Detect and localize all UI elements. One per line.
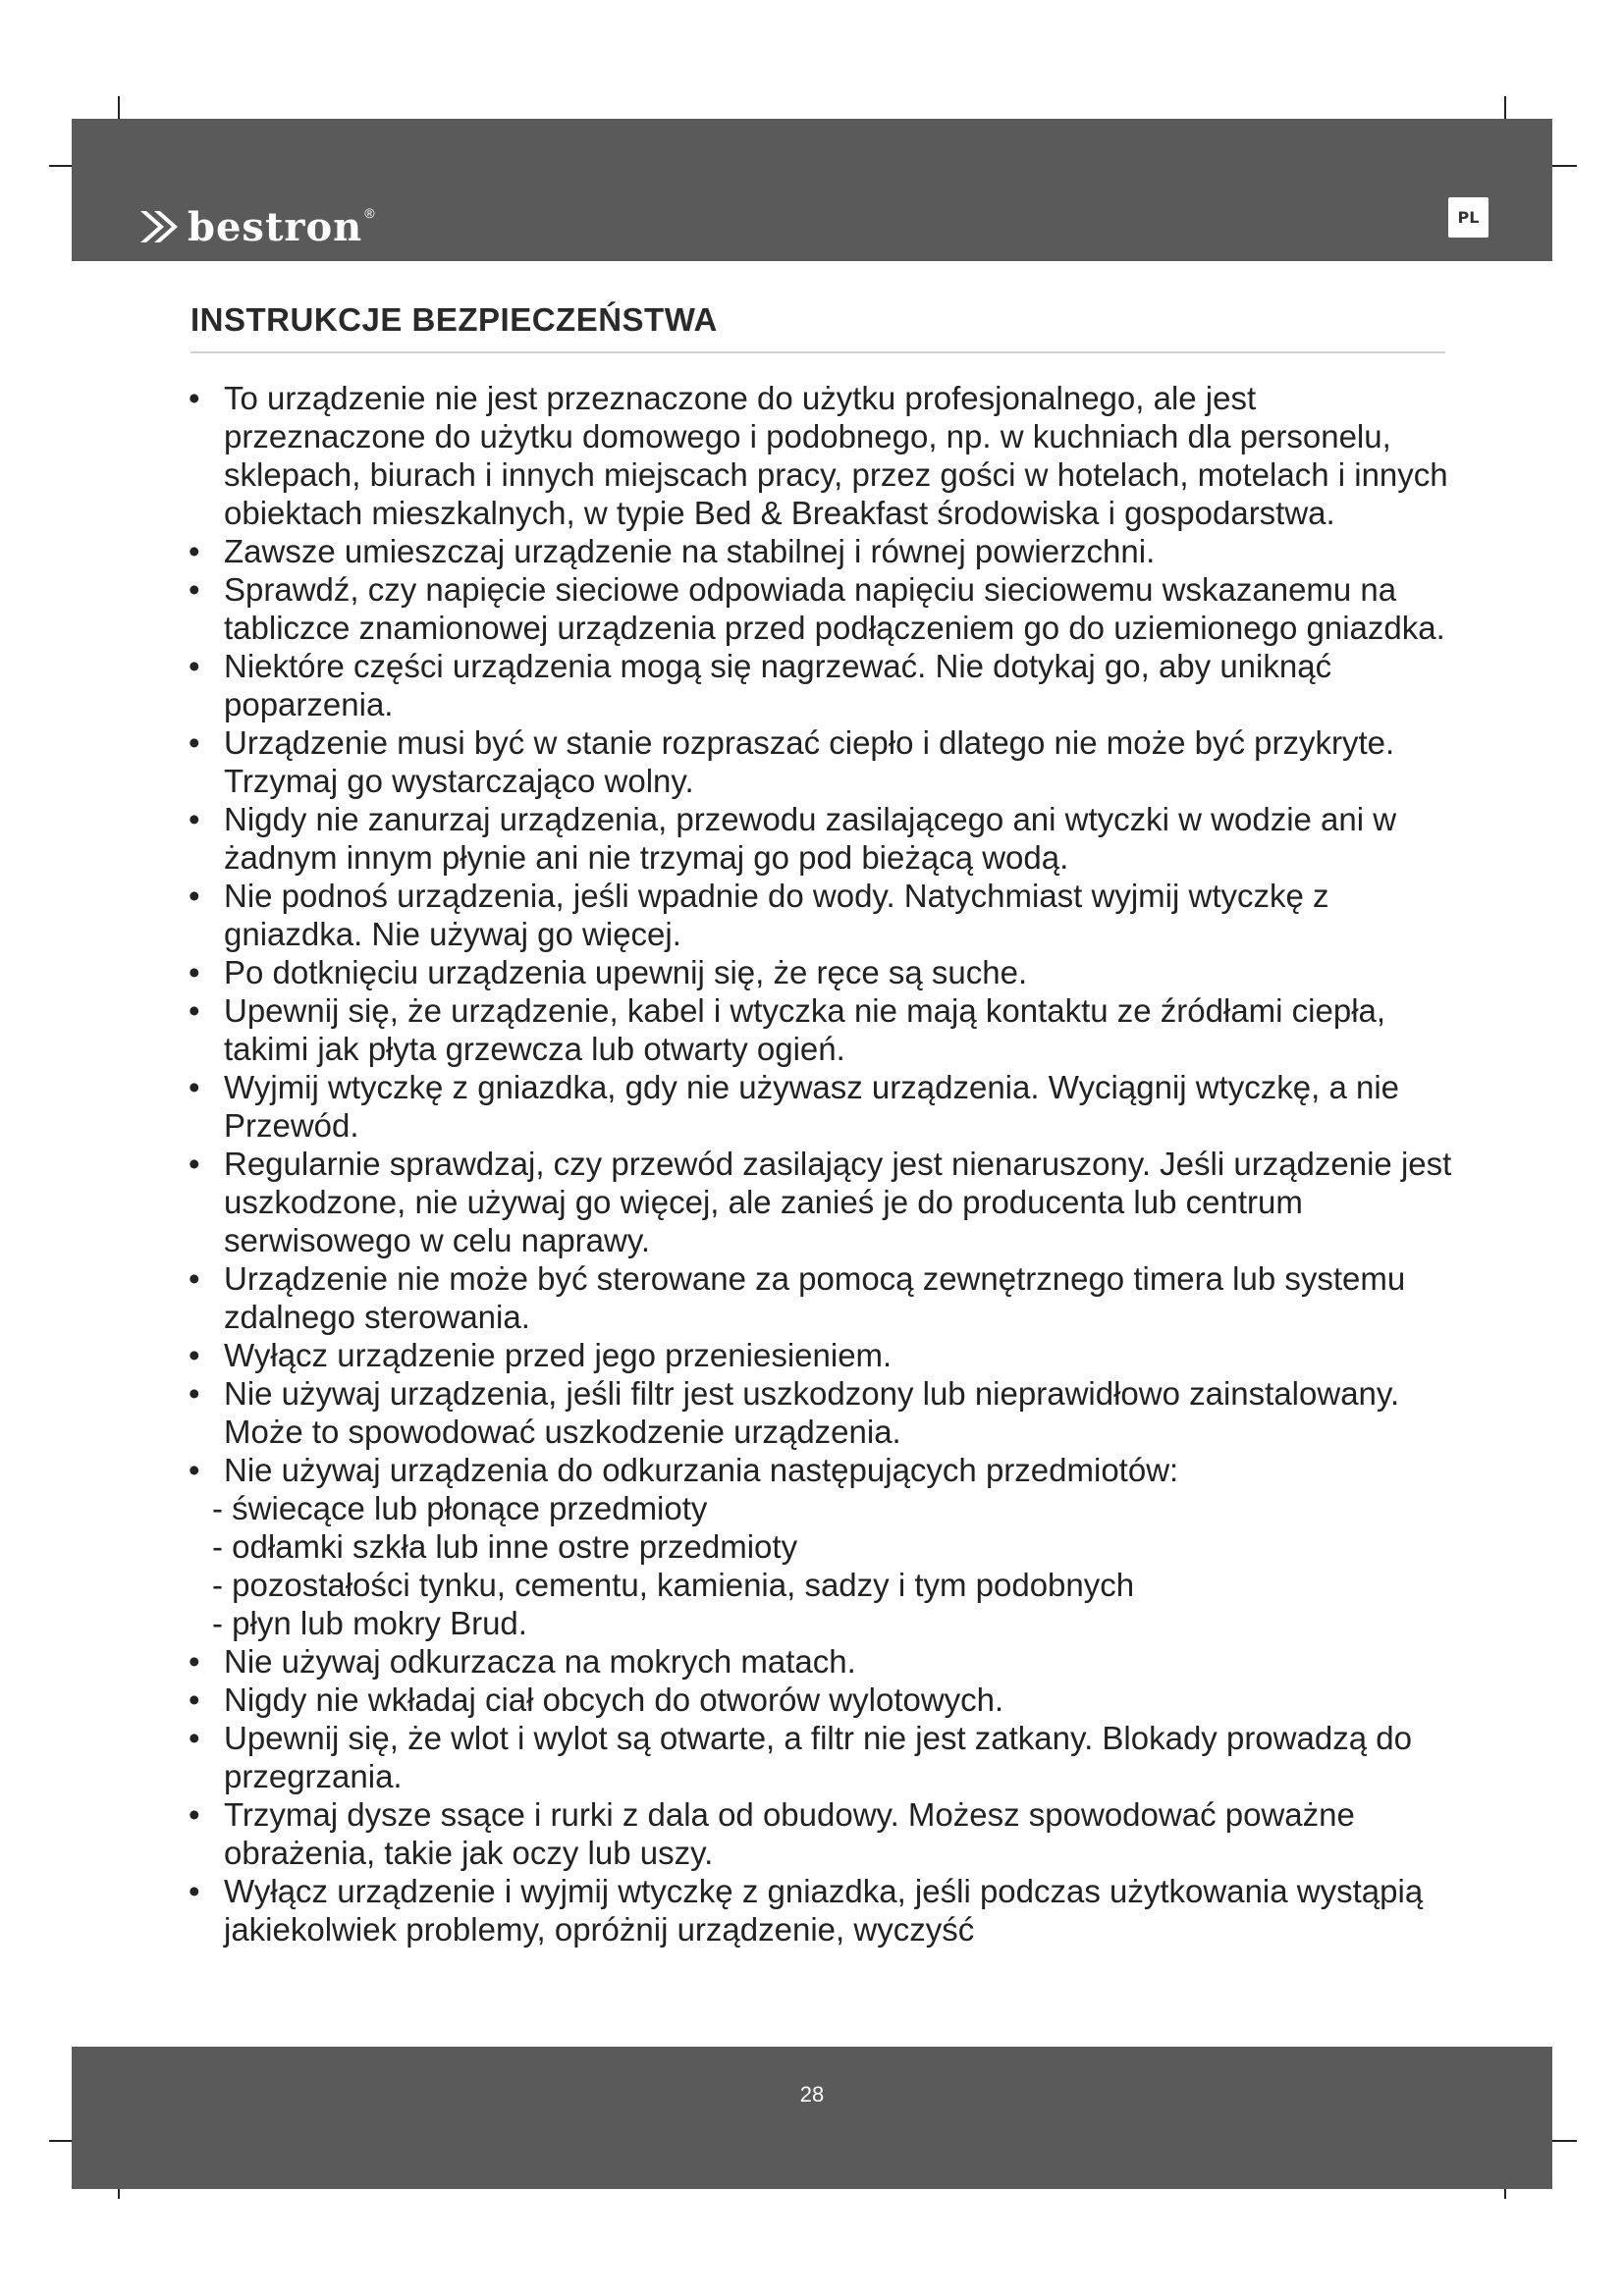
instruction-list xyxy=(187,379,1463,1489)
list-item: • Nie używaj odkurzacza na mokrych matach. xyxy=(187,1642,1463,1681)
header-band xyxy=(72,119,1552,261)
page-number: 28 xyxy=(799,2082,825,2107)
list-item: • Regularnie sprawdzaj, czy przewód zasilający jest nienaruszony. Jeśli urządzenie jest uszkodzone, nie używaj go więcej, ale zanieś je do producenta lub centrum serwisowego w celu naprawy. xyxy=(187,1145,1463,1259)
object-sublist xyxy=(187,1489,1463,1642)
list-item: • To urządzenie nie jest przeznaczone do użytku profesjonalnego, ale jest przeznaczone do użytku domowego i podobnego, np. w kuchniach dla personelu, sklepach, biurach i innych miejscach pracy, przez gości w hotelach, motelach i innych obiektach mieszkalnych, w typie Bed & Breakfast środowiska i gospodarstwa. xyxy=(187,379,1463,532)
list-item: • Nigdy nie zanurzaj urządzenia, przewodu zasilającego ani wtyczki w wodzie ani w żadnym innym płynie ani nie trzymaj go pod bieżącą wodą. xyxy=(187,800,1463,877)
footer-band xyxy=(72,2047,1552,2189)
list-item: • Po dotknięciu urządzenia upewnij się, że ręce są suche. xyxy=(187,953,1463,991)
list-item: • Urządzenie musi być w stanie rozpraszać ciepło i dlatego nie może być przykryte. Trzymaj go wystarczająco wolny. xyxy=(187,723,1463,800)
list-item: • Wyłącz urządzenie i wyjmij wtyczkę z gniazdka, jeśli podczas użytkowania wystąpią jakiekolwiek problemy, opróżnij urządzenie, wyczyść xyxy=(187,1872,1463,1949)
title-divider xyxy=(190,351,1445,353)
language-badge: PL xyxy=(1448,197,1489,238)
list-item: • Urządzenie nie może być sterowane za pomocą zewnętrznego timera lub systemu zdalnego sterowania. xyxy=(187,1259,1463,1336)
list-item: • Nigdy nie wkładaj ciał obcych do otworów wylotowych. xyxy=(187,1681,1463,1719)
sub-list-item: - świecące lub płonące przedmioty xyxy=(212,1490,708,1526)
list-item: • Niektóre części urządzenia mogą się nagrzewać. Nie dotykaj go, aby uniknąć poparzenia. xyxy=(187,647,1463,723)
page-title: INSTRUKCJE BEZPIECZEŃSTWA xyxy=(190,301,718,338)
list-item: • Upewnij się, że wlot i wylot są otwarte, a filtr nie jest zatkany. Blokady prowadzą do przegrzania. xyxy=(187,1719,1463,1795)
list-item: • Sprawdź, czy napięcie sieciowe odpowiada napięciu sieciowemu wskazanemu na tabliczce znamionowej urządzenia przed podłączeniem go do uziemionego gniazdka. xyxy=(187,570,1463,647)
chevrons-icon xyxy=(138,207,182,246)
brand-name: bestron xyxy=(188,203,363,250)
list-item: • Nie używaj urządzenia do odkurzania następujących przedmiotów: xyxy=(187,1451,1463,1489)
sub-list-item: - płyn lub mokry Brud. xyxy=(212,1605,527,1641)
list-item: • Nie używaj urządzenia, jeśli filtr jest uszkodzony lub nieprawidłowo zainstalowany. Może to spowodować uszkodzenie urządzenia. xyxy=(187,1374,1463,1451)
sub-list-item: - odłamki szkła lub inne ostre przedmioty xyxy=(212,1528,798,1565)
instruction-list-continued xyxy=(187,1642,1463,1949)
list-item: • Zawsze umieszczaj urządzenie na stabilnej i równej powierzchni. xyxy=(187,532,1463,570)
safety-instructions xyxy=(187,379,1463,1949)
sub-list-item: - pozostałości tynku, cementu, kamienia, sadzy i tym podobnych xyxy=(212,1567,1135,1603)
brand-logo xyxy=(138,197,375,256)
list-item: • Trzymaj dysze ssące i rurki z dala od obudowy. Możesz spowodować poważne obrażenia, takie jak oczy lub uszy. xyxy=(187,1795,1463,1872)
list-item: • Wyłącz urządzenie przed jego przeniesieniem. xyxy=(187,1336,1463,1374)
list-item: • Nie podnoś urządzenia, jeśli wpadnie do wody. Natychmiast wyjmij wtyczkę z gniazdka. Nie używaj go więcej. xyxy=(187,877,1463,953)
list-item: • Wyjmij wtyczkę z gniazdka, gdy nie używasz urządzenia. Wyciągnij wtyczkę, a nie Przewód. xyxy=(187,1068,1463,1145)
list-item: • Upewnij się, że urządzenie, kabel i wtyczka nie mają kontaktu ze źródłami ciepła, takimi jak płyta grzewcza lub otwarty ogień. xyxy=(187,991,1463,1068)
registered-mark: ® xyxy=(364,205,375,221)
